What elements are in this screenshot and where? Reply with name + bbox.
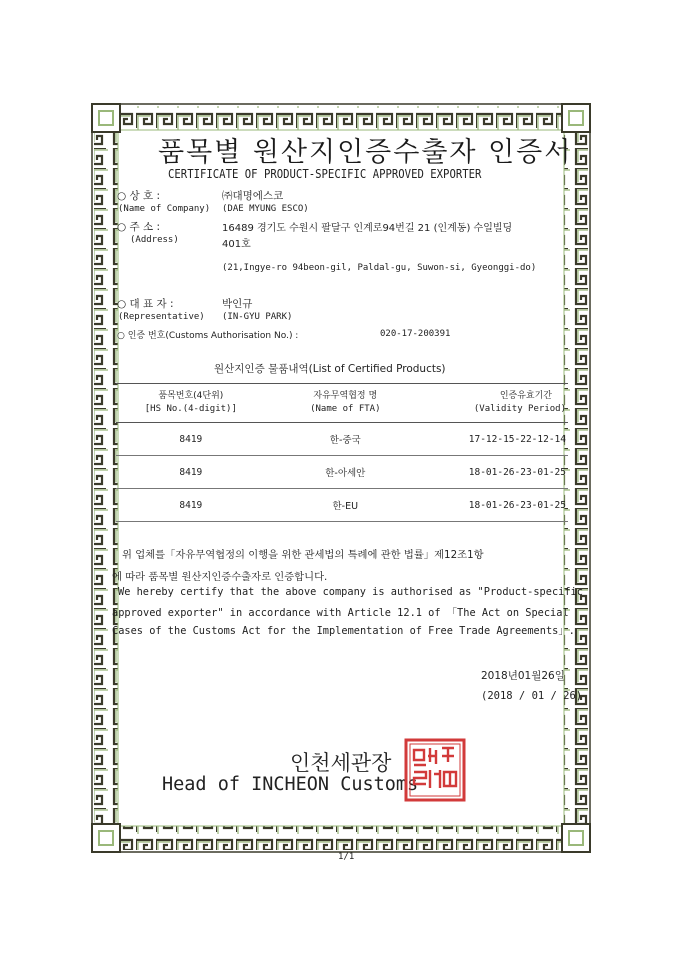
- certificate-title-english: CERTIFICATE OF PRODUCT-SPECIFIC APPROVED EXPORTER: [168, 166, 482, 181]
- address-korean-line2: 401호: [222, 239, 251, 250]
- statement-english-line3: Cases of the Customs Act for the Implementation of Free Trade Agreements」.: [112, 625, 575, 637]
- table-row: [116, 456, 568, 489]
- certificate-title-korean: 품목별 원산지인증수출자 인증서: [158, 137, 573, 168]
- header-hs-no: 품목번호(4단위) [HS No.(4-digit)]: [116, 384, 266, 423]
- cell-fta-name: 한-아세안: [266, 456, 425, 489]
- page-number: 1/1: [338, 852, 355, 862]
- representative-name-korean: 박인규: [222, 298, 253, 310]
- company-label-korean: ○ 상 호 :: [117, 190, 160, 202]
- company-name-korean: ㈜대명에스코: [222, 190, 284, 202]
- address-korean: 16489 경기도 수원시 팔달구 인계로94번길 21 (인계동) 수일빌딩: [222, 223, 513, 234]
- statement-korean-line1: 위 업체를「자유무역협정의 이행을 위한 관세법의 특례에 관한 법률」제12조1항: [122, 549, 484, 561]
- table-row: [116, 423, 568, 456]
- statement-english-line1: We hereby certify that the above company is authorised as "Product-specific: [118, 586, 583, 598]
- certified-products-table: [116, 383, 568, 522]
- header-validity-period: 인증유효기간 (Validity Period): [425, 384, 568, 423]
- issue-date-english: (2018 / 01 / 26): [481, 690, 583, 702]
- cell-validity-period: 17-12-15-22-12-14: [425, 423, 568, 456]
- representative-label-korean: ○ 대 표 자 :: [117, 298, 174, 310]
- cell-hs-no: 8419: [116, 456, 266, 489]
- statement-english-line2: approved exporter" in accordance with Article 12.1 of 「The Act on Special: [112, 607, 569, 619]
- address-english: (21,Ingye-ro 94beon-gil, Paldal-gu, Suwon-si, Gyeonggi-do): [222, 263, 537, 273]
- authorisation-label: ○ 인증 번호(Customs Authorisation No.) :: [117, 331, 299, 341]
- products-list-title: 원산지인증 물품내역(List of Certified Products): [214, 363, 446, 375]
- address-label-korean: ○ 주 소 :: [117, 221, 160, 233]
- issuer-korean: 인천세관장: [290, 751, 392, 775]
- cell-hs-no: 8419: [116, 489, 266, 522]
- cell-validity-period: 18-01-26-23-01-25: [425, 456, 568, 489]
- company-name-english: (DAE MYUNG ESCO): [222, 204, 309, 214]
- issue-date-korean: 2018년01월26일: [481, 670, 565, 682]
- issuer-english: Head of INCHEON Customs: [162, 774, 419, 795]
- cell-hs-no: 8419: [116, 423, 266, 456]
- header-fta-name: 자유무역협정 명 (Name of FTA): [266, 384, 425, 423]
- statement-korean-line2: 에 따라 품목별 원산지인증수출자로 인증합니다.: [112, 571, 328, 583]
- address-label-english: (Address): [130, 235, 179, 245]
- official-seal: [404, 738, 466, 802]
- representative-label-english: (Representative): [118, 312, 205, 322]
- authorisation-number: 020-17-200391: [380, 329, 451, 339]
- table-header-row: [116, 384, 568, 423]
- cell-validity-period: 18-01-26-23-01-25: [425, 489, 568, 522]
- cell-fta-name: 한-EU: [266, 489, 425, 522]
- table-row: [116, 489, 568, 522]
- cell-fta-name: 한-중국: [266, 423, 425, 456]
- company-label-english: (Name of Company): [118, 204, 211, 214]
- representative-name-english: (IN-GYU PARK): [222, 312, 293, 322]
